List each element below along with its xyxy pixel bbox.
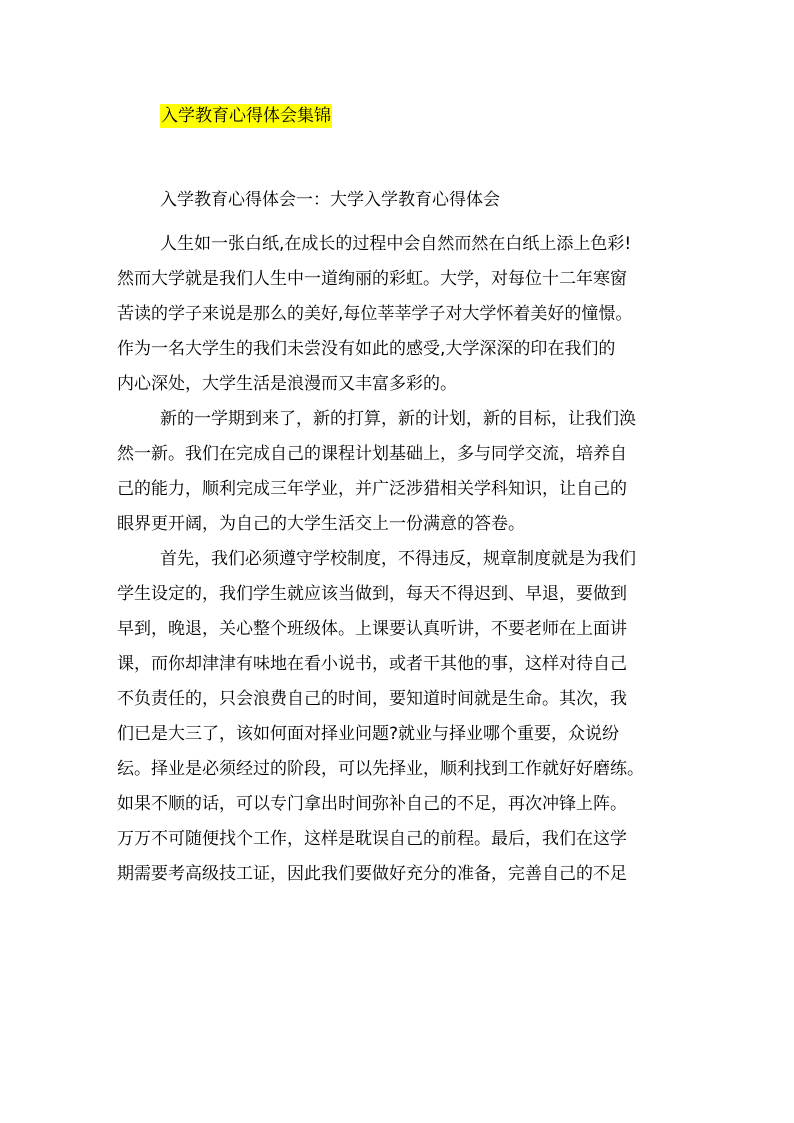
paragraph-line: 学生设定的，我们学生就应该当做到，每天不得迟到、早退，要做到 [117, 584, 627, 604]
body-text [117, 227, 677, 892]
paragraph-line: 课，而你却津津有味地在看小说书，或者干其他的事，这样对待自己 [117, 654, 627, 674]
paragraph-line: 然而大学就是我们人生中一道绚丽的彩虹。大学，对每位十二年寒窗 [117, 269, 627, 289]
paragraph-line: 己的能力，顺利完成三年学业，并广泛涉猎相关学科知识，让自己的 [117, 479, 627, 499]
paragraph-line: 首先，我们必须遵守学校制度，不得违反，规章制度就是为我们 [160, 549, 636, 569]
paragraph-line: 然一新。我们在完成自己的课程计划基础上，多与同学交流，培养自 [117, 444, 627, 464]
paragraph-line: 期需要考高级技工证，因此我们要做好充分的准备，完善自己的不足 [117, 864, 627, 884]
paragraph-line: 们已是大三了，该如何面对择业问题?就业与择业哪个重要，众说纷 [117, 724, 620, 744]
paragraph-line: 不负责任的，只会浪费自己的时间，要知道时间就是生命。其次，我 [117, 689, 627, 709]
paragraph-line: 早到，晚退，关心整个班级体。上课要认真听讲，不要老师在上面讲 [117, 619, 627, 639]
paragraph-line: 人生如一张白纸,在成长的过程中会自然而然在白纸上添上色彩! [160, 234, 632, 254]
paragraph-line: 眼界更开阔，为自己的大学生活交上一份满意的答卷。 [117, 514, 525, 534]
paragraph-line: 万万不可随便找个工作，这样是耽误自己的前程。最后，我们在这学 [117, 829, 627, 849]
paragraph-line: 如果不顺的话，可以专门拿出时间弥补自己的不足，再次冲锋上阵。 [117, 794, 627, 814]
document-title: 入学教育心得体会集锦 [161, 106, 331, 126]
paragraph-line: 新的一学期到来了，新的打算，新的计划，新的目标，让我们涣 [160, 409, 636, 429]
paragraph-line: 苦读的学子来说是那么的美好,每位莘莘学子对大学怀着美好的憧憬。 [117, 304, 633, 324]
paragraph-line: 作为一名大学生的我们未尝没有如此的感受,大学深深的印在我们的 [117, 339, 616, 359]
paragraph-line: 纭。择业是必须经过的阶段，可以先择业，顺利找到工作就好好磨练。 [117, 759, 644, 779]
section-heading: 入学教育心得体会一：大学入学教育心得体会 [160, 190, 500, 210]
paragraph-line: 内心深处，大学生活是浪漫而又丰富多彩的。 [117, 374, 457, 394]
